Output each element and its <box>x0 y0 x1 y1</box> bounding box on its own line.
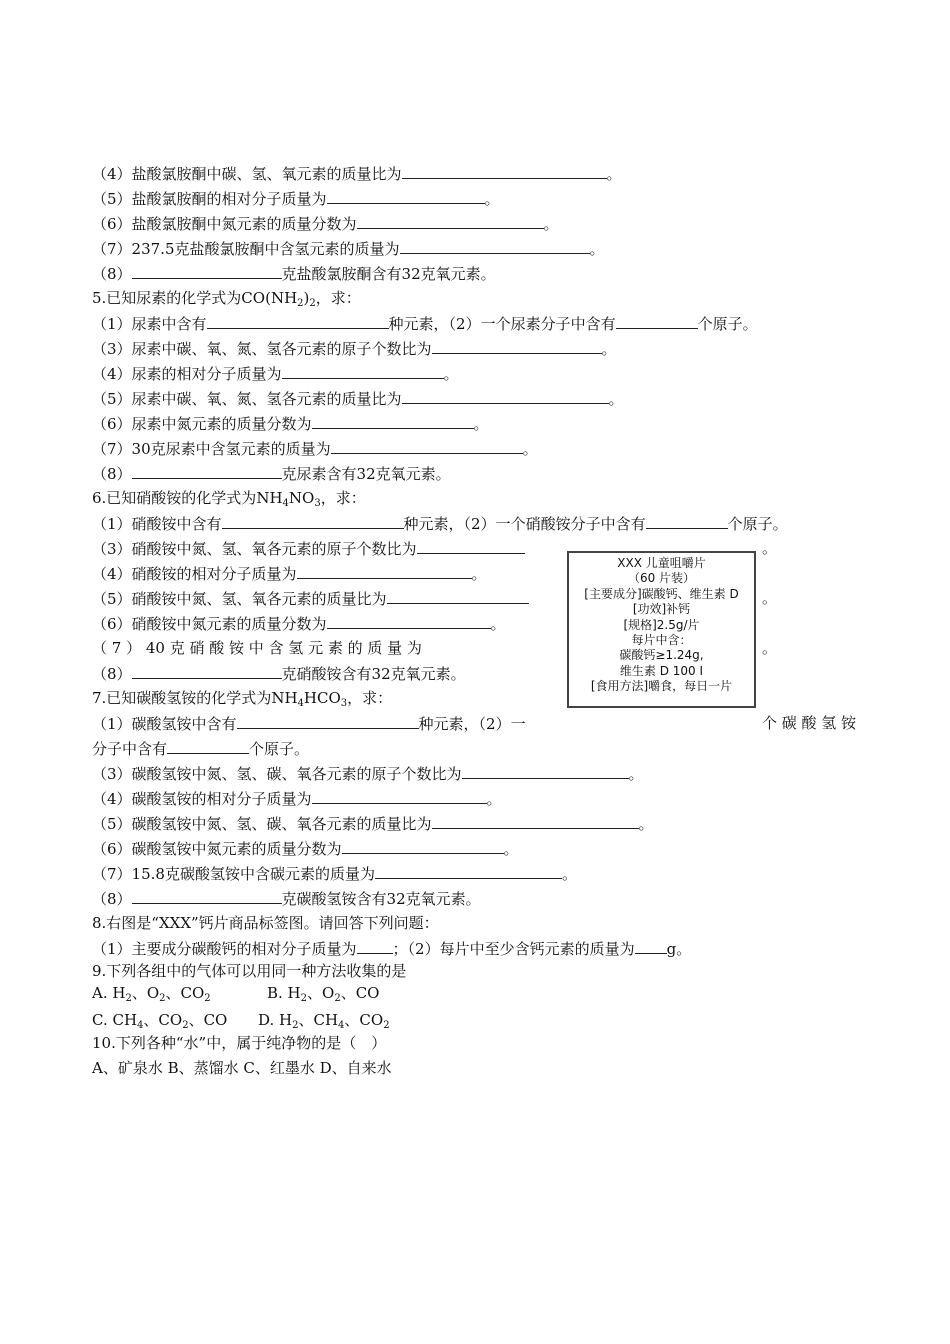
q6-item-7: （ 7 ） 40 克 硝 酸 铵 中 含 氢 元 素 的 质 量 为 <box>92 639 422 657</box>
label-usage: [食用方法]嚼食，每日一片 <box>590 679 733 694</box>
q7-item-7: （7）15.8克碳酸氢铵中含碳元素的质量为 。 <box>92 865 577 883</box>
q6-item-3: （3）硝酸铵中氮、氢、氧各元素的原子个数比为 <box>92 538 525 559</box>
q5-item-4: （4）尿素的相对分子质量为 。 <box>92 365 459 383</box>
answer-blank[interactable] <box>616 313 698 329</box>
answer-blank[interactable] <box>282 363 444 379</box>
answer-blank[interactable] <box>375 863 562 879</box>
q4-item-5: （5）盐酸氯胺酮的相对分子质量为 。 <box>92 190 500 208</box>
q5-item-8: （8） 克尿素含有32克氧元素。 <box>92 465 451 483</box>
answer-blank[interactable] <box>402 388 609 404</box>
q8-item-1: （1）主要成分碳酸钙的相对分子质量为 ；（2）每片中至少含钙元素的质量为 g。 <box>92 940 692 958</box>
q6-title: 6.已知硝酸铵的化学式为$NH_4NO_3$，求： <box>92 489 366 509</box>
answer-blank[interactable] <box>222 513 404 529</box>
q4-item-7: （7）237.5克盐酸氯胺酮中含氢元素的质量为 。 <box>92 240 605 258</box>
answer-blank[interactable] <box>132 463 282 479</box>
q9-option-d[interactable]: D. $H_2$、$CH_4$、$CO_2$ <box>258 1011 390 1031</box>
q6-item-3-end: 。 <box>762 539 778 557</box>
answer-blank[interactable] <box>327 613 491 629</box>
answer-blank[interactable] <box>432 338 602 354</box>
q5-item-7: （7）30克尿素中含氢元素的质量为 。 <box>92 440 538 458</box>
label-per-tablet: 每片中含： <box>631 633 692 648</box>
answer-blank[interactable] <box>400 238 590 254</box>
q5-item-6: （6）尿素中氮元素的质量分数为 。 <box>92 415 489 433</box>
q9-title: 9.下列各组中的气体可以用同一种方法收集的是 <box>92 962 407 980</box>
q5-title: 5.已知尿素的化学式为$CO(NH_2)_2$，求： <box>92 289 361 309</box>
answer-blank[interactable] <box>635 938 667 954</box>
q5-item-1: （1）尿素中含有 种元素，（2）一个尿素分子中含有 个原子。 <box>92 315 758 333</box>
q6-item-5: （5）硝酸铵中氮、氢、氧各元素的质量比为 <box>92 588 529 609</box>
q6-item-1: （1）硝酸铵中含有 种元素，（2）一个硝酸铵分子中含有 个原子。 <box>92 515 788 533</box>
answer-blank[interactable] <box>132 663 282 679</box>
q6-item-4: （4）硝酸铵的相对分子质量为 。 <box>92 565 487 583</box>
label-pack: （60 片装） <box>627 571 696 586</box>
q9-option-a[interactable]: A. $H_2$、$O_2$、$CO_2$ <box>92 984 211 1004</box>
label-function: [功效]补钙 <box>632 602 691 617</box>
answer-blank[interactable] <box>342 838 504 854</box>
q8-title: 8.右图是“XXX”钙片商品标签图。请回答下列问题： <box>92 914 439 932</box>
q4-item-6: （6）盐酸氯胺酮中氮元素的质量分数为 。 <box>92 215 559 233</box>
q7-title: 7.已知碳酸氢铵的化学式为$NH_4HCO_3$，求： <box>92 689 393 709</box>
q7-item-5: （5）碳酸氢铵中氮、氢、碳、氧各元素的质量比为 。 <box>92 815 654 833</box>
label-ingredients: [主要成分]碳酸钙、维生素 D <box>584 586 739 601</box>
q4-item-4: （4）盐酸氯胺酮中碳、氢、氧元素的质量比为 。 <box>92 165 622 183</box>
q5-item-3: （3）尿素中碳、氧、氮、氢各元素的原子个数比为 。 <box>92 340 617 358</box>
q9-option-b[interactable]: B. $H_2$、$O_2$、CO <box>267 984 380 1004</box>
q10-title: 10.下列各种“水”中，属于纯净物的是（ ） <box>92 1034 387 1052</box>
q5-item-5: （5）尿素中碳、氧、氮、氢各元素的质量比为 。 <box>92 390 624 408</box>
q6-item-5-end: 。 <box>762 589 778 607</box>
q6-item-6: （6）硝酸铵中氮元素的质量分数为 。 <box>92 615 506 633</box>
q7-item-1-end: 个 碳 酸 氢 铵 <box>762 714 857 732</box>
answer-blank[interactable] <box>402 163 607 179</box>
q7-item-1-cont: 分子中含有 个原子。 <box>92 740 310 758</box>
q6-item-8: （8） 克硝酸铵含有32克氧元素。 <box>92 665 466 683</box>
label-vitamin: 维生素 D 100 I <box>619 663 704 678</box>
answer-blank[interactable] <box>387 588 529 604</box>
answer-blank[interactable] <box>132 888 282 904</box>
answer-blank[interactable] <box>312 413 474 429</box>
q4-item-8: （8） 克盐酸氯胺酮含有32克氧元素。 <box>92 265 496 283</box>
answer-blank[interactable] <box>417 538 525 554</box>
answer-blank[interactable] <box>357 938 393 954</box>
q6-item-7-end: 。 <box>762 639 778 657</box>
q9-option-c[interactable]: C. $CH_4$、$CO_2$、CO <box>92 1011 228 1031</box>
q7-item-1: （1）碳酸氢铵中含有 种元素，（2）一 <box>92 715 526 733</box>
answer-blank[interactable] <box>237 713 419 729</box>
answer-blank[interactable] <box>357 213 544 229</box>
answer-blank[interactable] <box>297 563 472 579</box>
answer-blank[interactable] <box>207 313 389 329</box>
answer-blank[interactable] <box>312 788 487 804</box>
q7-item-3: （3）碳酸氢铵中氮、氢、碳、氧各元素的原子个数比为 。 <box>92 765 644 783</box>
q7-item-8: （8） 克碳酸氢铵含有32克氧元素。 <box>92 890 481 908</box>
q7-item-6: （6）碳酸氢铵中氮元素的质量分数为 。 <box>92 840 519 858</box>
q10-options[interactable]: A、矿泉水 B、蒸馏水 C、红墨水 D、自来水 <box>92 1059 392 1077</box>
label-product-name: XXX 儿童咀嚼片 <box>617 556 706 570</box>
answer-blank[interactable] <box>331 438 523 454</box>
answer-blank[interactable] <box>327 188 485 204</box>
label-calcium: 碳酸钙≥1.24g, <box>619 648 704 663</box>
q7-item-4: （4）碳酸氢铵的相对分子质量为 。 <box>92 790 502 808</box>
answer-blank[interactable] <box>646 513 728 529</box>
answer-blank[interactable] <box>462 763 629 779</box>
label-spec: [规格]2.5g/片 <box>623 617 700 632</box>
answer-blank[interactable] <box>132 263 282 279</box>
answer-blank[interactable] <box>167 738 249 754</box>
calcium-tablet-label <box>567 551 756 708</box>
answer-blank[interactable] <box>432 813 639 829</box>
